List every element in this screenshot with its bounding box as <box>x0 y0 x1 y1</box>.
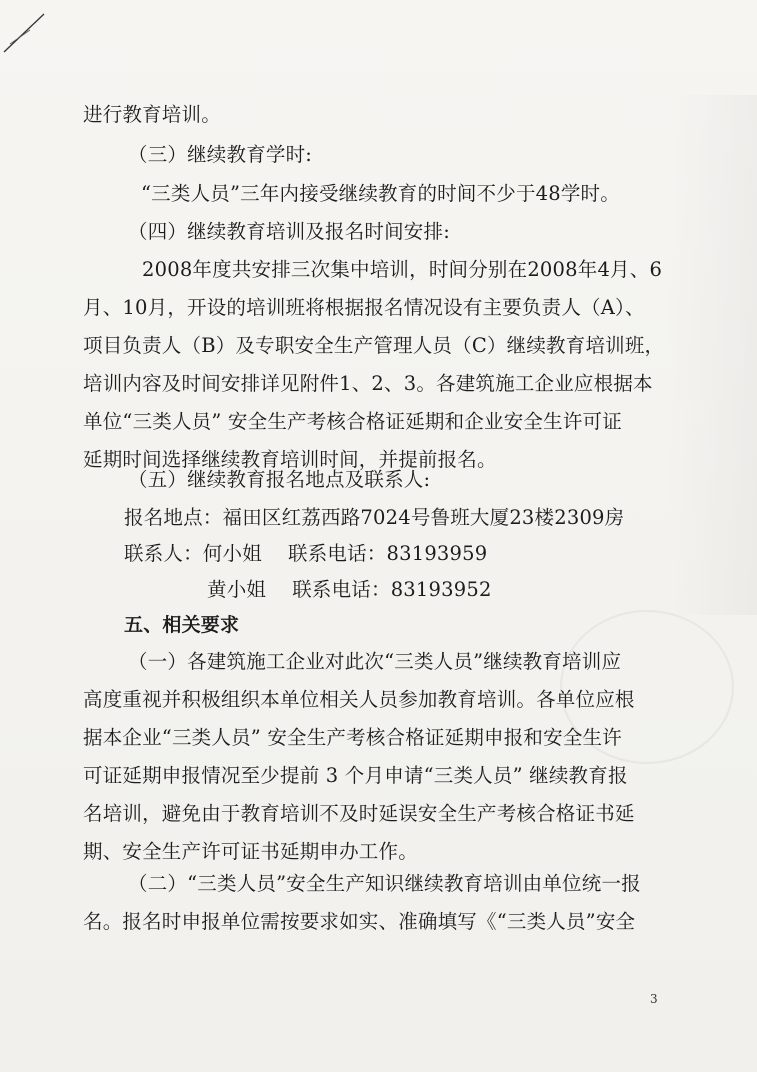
section-heading-three: （三）继续教育学时: <box>128 143 313 166</box>
text-line: 期、安全生产许可证书延期申办工作。 <box>83 840 418 863</box>
text-line: 2008年度共安排三次集中培训，时间分别在2008年4月、6 <box>142 258 663 281</box>
text-line: 据本企业“三类人员” 安全生产考核合格证延期申报和安全生许 <box>83 726 622 749</box>
scan-corner-mark <box>0 0 60 60</box>
text-line: 可证延期申报情况至少提前 3 个月申请“三类人员” 继续教育报 <box>83 764 628 787</box>
section-heading-four: （四）继续教育培训及报名时间安排: <box>128 220 450 243</box>
text-line: “三类人员”三年内接受继续教育的时间不少于48学时。 <box>141 182 620 205</box>
text-line: 单位“三类人员” 安全生产考核合格证延期和企业安全生许可证 <box>83 410 622 433</box>
text-line: 延期时间选择继续教育培训时间，并提前报名。 <box>83 448 497 471</box>
text-line: 高度重视并积极组织本单位相关人员参加教育培训。各单位应根 <box>83 688 635 711</box>
section-heading-five: （五）继续教育报名地点及联系人: <box>128 468 431 491</box>
text-line: 项目负责人（B）及专职安全生产管理人员（C）继续教育培训班， <box>83 334 665 357</box>
registration-address: 报名地点：福田区红荔西路7024号鲁班大厦23楼2309房 <box>124 506 625 529</box>
text-line: （二）“三类人员”安全生产知识继续教育培训由单位统一报 <box>128 872 641 895</box>
contact-line-2: 黄小姐 联系电话：83193952 <box>207 578 492 601</box>
text-line: 名培训，避免由于教育培训不及时延误安全生产考核合格证书延 <box>83 802 635 825</box>
text-line: 进行教育培训。 <box>83 103 221 126</box>
page-number: 3 <box>650 992 658 1006</box>
contact-line-1: 联系人：何小姐 联系电话：83193959 <box>124 542 488 565</box>
section-heading-requirements: 五、相关要求 <box>124 614 240 636</box>
text-line: 月、10月，开设的培训班将根据报名情况设有主要负责人（A）、 <box>83 296 645 319</box>
text-line: 名。报名时申报单位需按要求如实、准确填写《“三类人员”安全 <box>83 910 636 933</box>
bleed-through-shadow <box>667 95 757 615</box>
text-line: 培训内容及时间安排详见附件1、2、3。各建筑施工企业应根据本 <box>83 372 653 395</box>
text-line: （一）各建筑施工企业对此次“三类人员”继续教育培训应 <box>128 650 622 673</box>
